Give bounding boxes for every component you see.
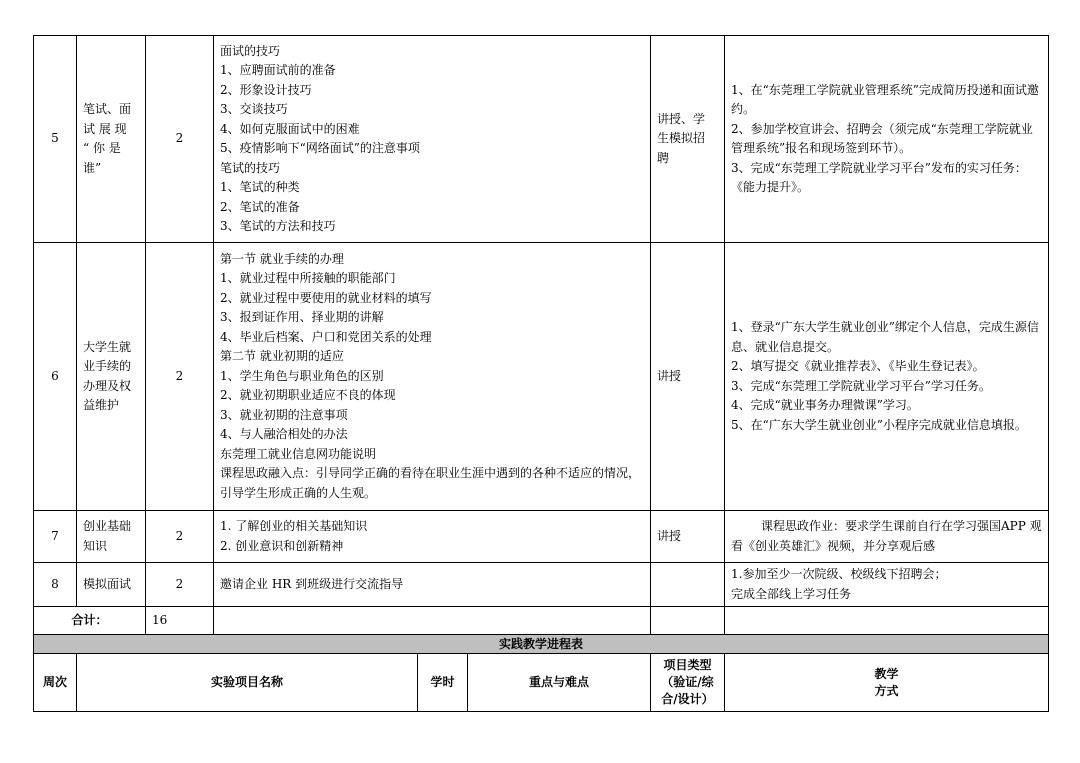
assignment-cell: 1、登录“广东大学生就业创业”绑定个人信息，完成生源信息、就业信息提交。 2、填写提交《就业推荐表》、《毕业生登记表》。 3、完成“东莞理工学院就业学习平台”学习任务。 4、完成“就业事务办理微课”学习。 5、在“广东大学生就业创业”小程序完成就业信息填报。 — [725, 243, 1049, 511]
header-week: 周次 — [34, 654, 77, 712]
header-hours: 学时 — [418, 654, 468, 712]
assignment-cell: 1、在“东莞理工学院就业管理系统”完成简历投递和面试邀约。 2、参加学校宣讲会、招聘会（须完成“东莞理工学院就业管理系统”报名和现场签到环节）。 3、完成“东莞理工学院就业学习平台”发布的实习任务：《能力提升》。 — [725, 36, 1049, 243]
total-row — [34, 607, 1049, 635]
hours-cell: 2 — [146, 36, 214, 243]
content-cell: 第一节 就业手续的办理 1、就业过程中所接触的职能部门 2、就业过程中要使用的就业材料的填写 3、报到证作用、择业期的讲解 4、毕业后档案、户口和党团关系的处理 第二节 就业初期的适应 1、学生角色与职业角色的区别 2、就业初期职业适应不良的体现 3、就业初期的注意事项 4、与人融洽相处的办法 东莞理工就业信息网功能说明 课程思政融入点：引导同学正确的看待在职业生涯中遇到的各种不适应的情况，引导学生形成正确的人生观。 — [214, 243, 651, 511]
row-number: 7 — [34, 511, 77, 563]
assignment-cell: 1.参加至少一次院级、校级线下招聘会； 完成全部线上学习任务 — [725, 563, 1049, 607]
header-teaching-method: 教学 方式 — [725, 654, 1049, 712]
content-cell: 1. 了解创业的相关基础知识 2. 创业意识和创新精神 — [214, 511, 651, 563]
topic-name: 笔试、面 试 展 现 “ 你 是 谁” — [77, 36, 146, 243]
empty-cell — [214, 607, 651, 635]
method-cell: 讲授 — [651, 243, 725, 511]
assignment-cell: 课程思政作业：要求学生课前自行在学习强国APP 观看《创业英雄汇》视频，并分享观后感 — [725, 511, 1049, 563]
total-value: 16 — [146, 607, 214, 635]
hours-cell: 2 — [146, 511, 214, 563]
row-number: 8 — [34, 563, 77, 607]
content-cell: 面试的技巧 1、应聘面试前的准备 2、形象设计技巧 3、交谈技巧 4、如何克服面试中的困难 5、疫情影响下“网络面试”的注意事项 笔试的技巧 1、笔试的种类 2、笔试的准备 3、笔试的方法和技巧 — [214, 36, 651, 243]
header-project-name: 实验项目名称 — [77, 654, 418, 712]
table-row — [34, 36, 1049, 243]
table-row — [34, 511, 1049, 563]
course-schedule-table — [33, 35, 1049, 712]
row-number: 5 — [34, 36, 77, 243]
section-title-row — [34, 635, 1049, 654]
hours-cell: 2 — [146, 243, 214, 511]
hours-cell: 2 — [146, 563, 214, 607]
topic-name: 大学生就 业手续的 办理及权 益维护 — [77, 243, 146, 511]
header-focus: 重点与难点 — [468, 654, 651, 712]
practice-table-title: 实践教学进程表 — [34, 635, 1049, 654]
practice-header-row — [34, 654, 1049, 712]
method-cell: 讲授、学 生模拟招 聘 — [651, 36, 725, 243]
content-cell: 邀请企业 HR 到班级进行交流指导 — [214, 563, 651, 607]
empty-cell — [651, 607, 725, 635]
topic-name: 创业基础 知识 — [77, 511, 146, 563]
header-project-type: 项目类型 （验证/综 合/设计） — [651, 654, 725, 712]
topic-name: 模拟面试 — [77, 563, 146, 607]
table-row — [34, 243, 1049, 511]
table-row — [34, 563, 1049, 607]
row-number: 6 — [34, 243, 77, 511]
total-label: 合计： — [34, 607, 146, 635]
empty-cell — [725, 607, 1049, 635]
method-cell: 讲授 — [651, 511, 725, 563]
method-cell — [651, 563, 725, 607]
